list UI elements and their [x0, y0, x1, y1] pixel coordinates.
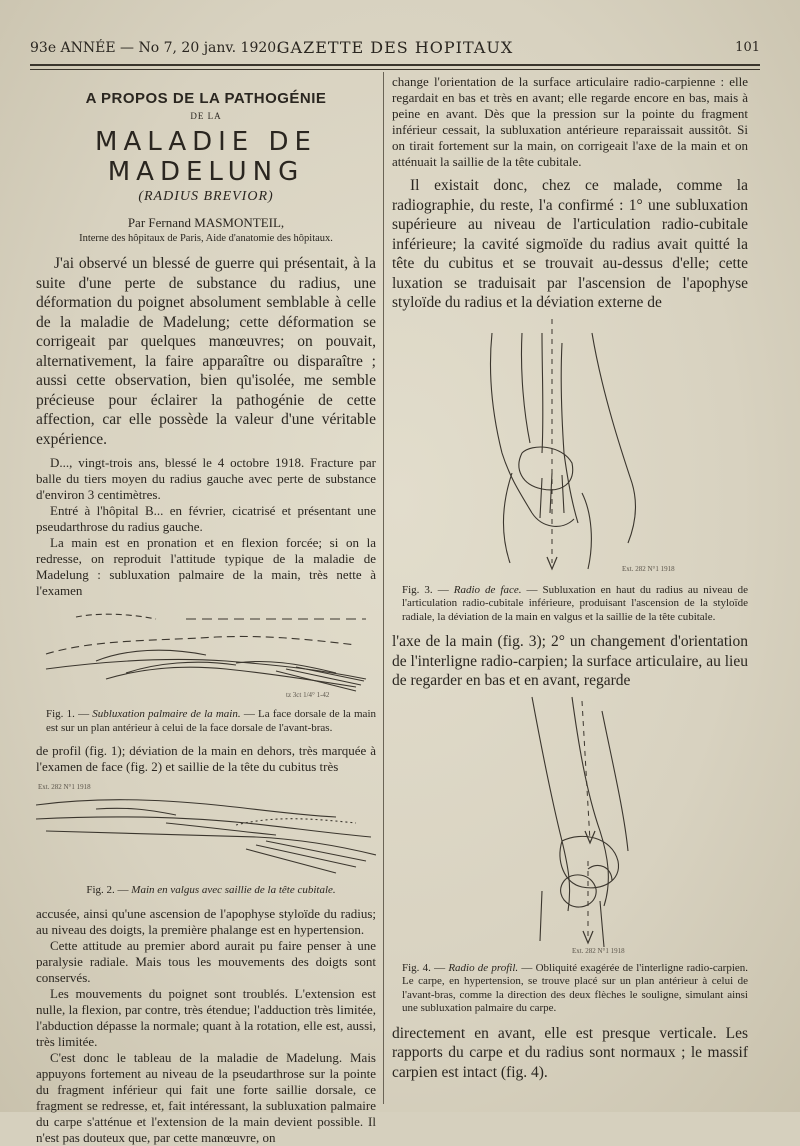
- figure-2-mark: Ext. 282 N°1 1918: [38, 783, 91, 791]
- figure-1-label: Fig. 1. —: [46, 708, 90, 720]
- figure-1: [36, 599, 376, 735]
- body-paragraph: C'est donc le tableau de la maladie de Madelung. Mais appuyons fortement au niveau de la pseudarthrose sur la pointe du fragment inférieur qui fait une forte saillie dorsale, ce fragment se redresse, et, fait intéressant, la subluxation palmaire du carpe s'atténue et l'extension de la main devient possible. Il n'est pas douteux que, par cette manœuvre, on: [36, 1049, 376, 1145]
- page-header: [30, 38, 760, 60]
- header-rule: [30, 64, 760, 66]
- figure-4: [392, 691, 748, 1016]
- article-author: Par Fernand MASMONTEIL,: [127, 215, 285, 230]
- figure-2-title: Main en valgus avec saillie de la tête cubitale.: [131, 884, 336, 896]
- figure-4-text: — Obliquité exagérée de l'interligne radio-carpien. Le carpe, en hypertension, se trouve placé sur un plan antérieur à celui de l'avant-bras, comme la direction des deux flèches le souligne, simulant ainsi une subluxation palmaire du carpe.: [402, 961, 749, 1014]
- page-number: 101: [735, 40, 760, 55]
- figure-4-mark: Ext. 282 N°1 1918: [572, 946, 625, 953]
- figure-3-caption: [392, 584, 748, 625]
- case-paragraph: D..., vingt-trois ans, blessé le 4 octobre 1918. Fracture par balle du tiers moyen du radius gauche avec perte de substance d'environ 3 centimètres.: [36, 455, 376, 502]
- figure-1-mark: tz 3ct 1/4° 1-42: [286, 691, 330, 699]
- figure-2: [36, 775, 376, 898]
- intro-paragraph: J'ai observé un blessé de guerre qui présentait, à la suite d'une perte de substance du radius, une déformation du poignet absolument semblable à celle de la maladie de Madelung; cette déformation se corrigeait par quelques manœuvres; on pouvait, alternativement, la faire apparaître ou disparaître ; aussi cette observation, bien qu'isolée, me semble précieuse pour éclairer la pathogénie de cette affection, car elle possède la valeur d'une véritable expérience.: [36, 255, 376, 448]
- figure-1-drawing: [36, 599, 376, 699]
- case-paragraph: Entré à l'hôpital B... en février, cicatrisé et présentant une pseudarthrose du radius gauche.: [36, 503, 376, 534]
- left-column: [36, 80, 376, 1146]
- figure-1-caption: [36, 708, 376, 735]
- figure-4-title: Radio de profil.: [448, 961, 519, 974]
- body-paragraph: change l'orientation de la surface articulaire radio-carpienne : elle regardait en bas et très en avant; elle regarde encore en bas, mais à peine en avant. Dès que la pression sur la pointe du fragment inférieur cessait, la subluxation antérieure reparaissait aussitôt. Si on tirait fortement sur la main, on corrigeait l'axe de la main et on atténuait la saillie de la tête cubitale.: [392, 74, 748, 169]
- author-role: Interne des hôpitaux de Paris, Aide d'anatomie des hôpitaux.: [79, 233, 333, 244]
- article-title-main: MALADIE DE MADELUNG: [95, 127, 317, 187]
- body-paragraph-large: l'axe de la main (fig. 3); 2° un changement d'orientation de l'interligne radio-carpien; la surface articulaire, au lieu de regarder en bas et en avant, regarde: [392, 633, 748, 689]
- body-paragraph-large: Il existait donc, chez ce malade, comme la radiographie, du reste, l'a confirmé : 1° une subluxation supérieure au niveau de l'articulation radio-cubitale inférieure; la cavité sigmoïde du radius avait quitté la tête du cubitus et se trouvait au-dessus d'elle; cette luxation se traduisait par l'ascension de l'apophyse styloïde du radius et la déviation externe de: [392, 177, 748, 311]
- body-paragraph: Les mouvements du poignet sont troublés. L'extension est nulle, la flexion, par contre, très étendue; l'adduction très limitée, l'abduction dépasse la normale; quant à la rotation, elle est, aussi, très limitée.: [36, 985, 376, 1049]
- figure-3-text: — Subluxation en haut du radius au niveau de l'articulation radio-cubitale inférieure, produisant l'ascension de la styloïde radiale, la déviation de la main en valgus et la saillie de la tête cubitale.: [402, 583, 749, 623]
- body-paragraph: de profil (fig. 1); déviation de la main en dehors, très marquée à l'examen de face (fig. 2) et saillie de la tête du cubitus très: [36, 743, 376, 774]
- figure-3-drawing: [392, 313, 748, 575]
- case-paragraph: La main est en pronation et en flexion forcée; si on la redresse, on reproduit l'attitude typique de la maladie de Madelung : subluxation palmaire de la main, très nette à l'examen: [36, 535, 376, 598]
- body-paragraph: accusée, ainsi qu'une ascension de l'apophyse styloïde du radius; au niveau des doigts, la première phalange est en hypertension.: [36, 905, 376, 937]
- body-paragraph-large: directement en avant, elle est presque verticale. Les rapports du carpe et du radius sont normaux ; le massif carpien est intact (fig. 4).: [392, 1024, 748, 1081]
- figure-2-caption: [36, 884, 376, 898]
- figure-4-caption: [392, 962, 748, 1016]
- issue-info: 93e ANNÉE — No 7, 20 janv. 1920.: [30, 40, 281, 56]
- figure-2-drawing: [36, 775, 376, 875]
- header-rule-thin: [30, 69, 760, 70]
- figure-1-text: — La face dorsale de la main est sur un plan antérieur à celui de la face dorsale de l'avant-bras.: [46, 708, 376, 734]
- figure-4-drawing: [392, 691, 748, 953]
- right-column: [392, 74, 748, 1082]
- article-title: A PROPOS DE LA PATHOGÉNIE: [85, 90, 327, 107]
- column-divider: [383, 72, 384, 1104]
- body-paragraph: Cette attitude au premier abord aurait pu faire penser à une paralysie radiale. Mais tous les mouvements des doigts sont conservés.: [36, 937, 376, 985]
- figure-3-title: Radio de face.: [453, 583, 522, 596]
- figure-3-mark: Ext. 282 N°1 1918: [622, 564, 675, 573]
- figure-1-title: Subluxation palmaire de la main.: [92, 708, 241, 720]
- figure-3: [392, 313, 748, 625]
- article-title-connector: DE LA: [190, 111, 222, 121]
- article-subtitle: (RADIUS BREVIOR): [138, 189, 274, 204]
- journal-title: GAZETTE DES HOPITAUX: [276, 38, 514, 57]
- figure-4-label: Fig. 4. —: [402, 961, 446, 974]
- figure-2-label: Fig. 2. —: [86, 884, 129, 896]
- figure-3-label: Fig. 3. —: [402, 583, 449, 596]
